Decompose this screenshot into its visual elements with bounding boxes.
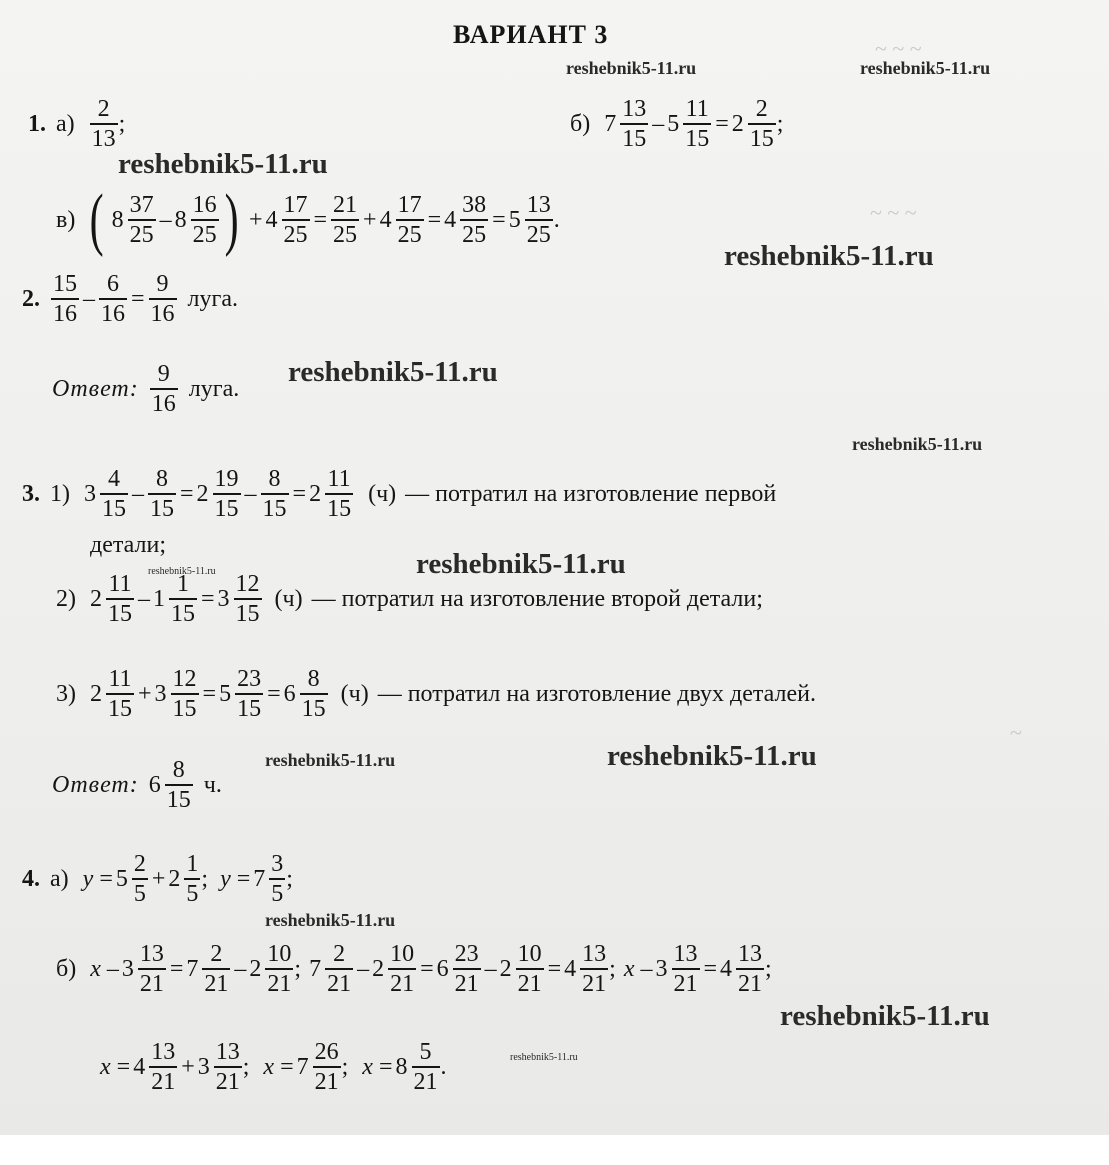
watermark: reshebnik5-11.ru [780,1000,990,1032]
operator: = [313,207,328,233]
operator: + [151,866,166,892]
bleed-through-mark: ~ ~ ~ [870,200,917,225]
math-text: ; [118,111,126,137]
page-bottom-margin [0,1135,1109,1165]
fraction [184,850,200,908]
fraction [51,270,79,328]
denominator: 25 [191,219,219,249]
math-text: 2 [499,956,512,982]
denominator: 16 [149,298,177,328]
denominator: 15 [169,598,197,628]
denominator: 15 [325,493,353,523]
numerator: 2 [97,96,110,122]
fraction [132,850,148,908]
problem-number: 2. [22,286,40,312]
operator: – [357,956,370,982]
math-text: 7 [309,956,322,982]
operator: – [652,111,665,137]
numerator: 2 [333,941,346,967]
denominator: 21 [672,968,700,998]
numerator: 6 [107,271,119,297]
fraction [683,95,711,153]
problem-3-step-2 [56,570,766,628]
denominator: 15 [261,493,289,523]
math-text: а) [50,866,69,892]
fraction [90,95,118,153]
operator: = [201,586,215,612]
fraction [282,191,310,249]
math-text: 4 [444,207,457,233]
math-text: 2 [168,866,181,892]
problem-number: 1. [28,111,46,137]
fraction [235,665,263,723]
fraction [99,270,127,328]
math-text: 8 [111,207,124,233]
parenthesis: ) [224,181,239,258]
math-text: 3 [121,956,134,982]
numerator: 17 [397,192,422,218]
denominator: 21 [149,1066,177,1096]
operator: = [492,207,506,233]
math-text: 6 [436,956,449,982]
operator: + [181,1054,195,1080]
operator: = [427,207,442,233]
operator: – [234,956,247,982]
denominator: 21 [202,968,230,998]
denominator: 5 [132,878,148,908]
numerator: 12 [172,666,197,692]
problem-3-step-1 [22,465,779,523]
math-text: y [82,866,94,892]
numerator: 1 [177,571,189,597]
numerator: 17 [283,192,308,218]
math-text: . [440,1054,447,1080]
numerator: 13 [215,1039,240,1065]
operator: – [640,956,653,982]
operator: = [280,1054,294,1080]
numerator: 13 [582,941,607,967]
math-text: ч. [203,772,222,798]
math-text: 5 [115,866,128,892]
fraction [300,665,328,723]
denominator: 5 [269,878,285,908]
denominator: 15 [148,493,176,523]
fraction [396,191,424,249]
problem-4a [22,850,296,908]
item-label: в) [56,207,76,233]
fraction [460,191,488,249]
denominator: 15 [171,693,199,723]
answer-label: Ответ: [52,772,139,798]
numerator: 13 [673,941,698,967]
numerator: 10 [267,941,292,967]
bleed-through-mark: ~ ~ ~ [875,36,922,61]
fraction [202,940,230,998]
denominator: 15 [106,598,134,628]
denominator: 21 [516,968,544,998]
numerator: 2 [133,851,146,877]
numerator: 13 [738,941,763,967]
operator: – [484,956,497,982]
math-text: ; [776,111,784,137]
operator: = [715,111,729,137]
watermark: reshebnik5-11.ru [860,58,991,78]
numerator: 1 [186,851,199,877]
numerator: 8 [307,666,320,692]
math-text: 2 [90,681,102,707]
watermark: reshebnik5-11.ru [118,148,328,180]
denominator: 21 [325,968,353,998]
denominator: 25 [128,219,156,249]
problem-3-step-1-continuation: детали; [90,532,166,558]
answer-label: Ответ: [52,376,139,402]
watermark: reshebnik5-11.ru [265,750,396,770]
fraction [261,465,289,523]
denominator: 21 [313,1066,341,1096]
fraction [748,95,776,153]
operator: = [116,1054,131,1080]
numerator: 15 [53,271,77,297]
operator: = [180,481,194,507]
numerator: 38 [462,192,487,218]
denominator: 15 [213,493,241,523]
fraction [580,940,608,998]
math-text: ; [242,1054,250,1080]
math-text: 3 [154,681,167,707]
fraction [148,465,176,523]
numerator: 19 [214,466,239,492]
math-text: (ч) [274,586,303,612]
numerator: 8 [268,466,281,492]
denominator: 21 [412,1066,440,1096]
math-text: x [623,956,635,982]
math-text: 1) [50,481,70,507]
problem-number: 3. [22,481,40,507]
watermark: reshebnik5-11.ru [510,1052,578,1063]
math-text: ; [341,1054,349,1080]
fraction [191,191,219,249]
numerator: 3 [271,851,284,877]
math-text: 6 [148,772,161,798]
denominator: 15 [165,784,193,814]
watermark: reshebnik5-11.ru [852,434,983,454]
math-text: 5 [667,111,680,137]
watermark: reshebnik5-11.ru [724,240,934,272]
denominator: 21 [388,968,416,998]
math-text: 2) [56,586,76,612]
denominator: 15 [620,123,648,153]
denominator: 16 [150,388,178,418]
operator: = [131,286,145,312]
page-title: ВАРИАНТ 3 [453,20,609,49]
numerator: 11 [685,96,709,122]
denominator: 15 [300,693,328,723]
math-text: ; [201,866,209,892]
numerator: 2 [210,941,223,967]
math-text: 2 [731,111,744,137]
math-text: 8 [174,207,187,233]
math-text: ; [286,866,293,892]
math-text: 5 [219,681,232,707]
fraction [325,465,353,523]
denominator: 13 [90,123,118,153]
math-text: x [90,956,101,982]
operator: = [420,956,434,982]
operator: = [99,866,113,892]
numerator: 4 [108,466,120,492]
numerator: 23 [237,666,262,692]
operator: = [236,866,251,892]
fraction [620,95,648,153]
denominator: 15 [106,693,134,723]
numerator: 9 [157,361,170,387]
fraction [149,270,177,328]
math-text: ; [609,956,616,982]
numerator: 23 [454,941,479,967]
operator: = [267,681,281,707]
operator: = [202,681,217,707]
fraction [525,191,553,249]
fraction [325,940,353,998]
fraction [165,756,193,814]
denominator: 25 [331,219,359,249]
math-text: 2 [372,956,385,982]
math-text: 4 [379,207,392,233]
operator: = [703,956,718,982]
math-text: (ч) [368,481,397,507]
math-text: 1 [153,586,165,612]
math-text: 7 [604,111,617,137]
numerator: 13 [151,1039,176,1065]
denominator: 5 [184,878,200,908]
numerator: 11 [327,466,351,492]
fraction [106,665,134,723]
problem-4b [56,940,775,998]
numerator: 11 [108,666,132,692]
math-text: 7 [296,1054,309,1080]
math-text: (ч) [340,681,369,707]
math-text: ; [294,956,302,982]
numerator: 13 [139,941,164,967]
problem-1b [570,95,786,153]
numerator: 11 [108,571,132,597]
problem-3-step-3 [56,665,819,723]
fraction [516,940,544,998]
denominator: 15 [235,693,263,723]
numerator: 13 [526,192,551,218]
denominator: 21 [265,968,293,998]
watermark: reshebnik5-11.ru [607,740,817,772]
fraction [138,940,166,998]
watermark: reshebnik5-11.ru [416,548,626,580]
math-text: x [263,1054,275,1080]
fraction [214,1038,242,1096]
math-text: 4 [564,956,577,982]
fraction [388,940,416,998]
numerator: 10 [517,941,542,967]
fraction [453,940,481,998]
denominator: 25 [460,219,488,249]
math-text: 3) [56,681,76,707]
operator: = [292,481,307,507]
math-text: ; [765,956,772,982]
fraction [149,1038,177,1096]
operator: – [83,286,95,312]
math-text: — потратил на изготовление двух деталей. [377,681,816,707]
problem-1v [56,181,563,258]
problem-1a [28,95,128,153]
math-text: . [553,207,560,233]
operator: + [138,681,152,707]
item-label: б) [570,111,591,137]
math-text: 5 [508,207,521,233]
numerator: 5 [419,1039,432,1065]
problem-number: 4. [22,866,40,892]
bleed-through-mark: ~ [1010,720,1022,745]
denominator: 21 [580,968,608,998]
fraction [234,570,262,628]
numerator: 8 [156,466,168,492]
operator: = [547,956,562,982]
fraction [313,1038,341,1096]
fraction [100,465,128,523]
math-text: 2 [196,481,209,507]
fraction [265,940,293,998]
numerator: 12 [235,571,260,597]
fraction [213,465,241,523]
operator: – [106,956,119,982]
fraction [106,570,134,628]
numerator: 9 [156,271,169,297]
problem-4b-continuation [100,1038,450,1096]
math-text: 7 [186,956,199,982]
fraction [736,940,764,998]
problem-2 [22,270,241,328]
denominator: 21 [138,968,166,998]
denominator: 16 [99,298,127,328]
math-text: б) [56,956,77,982]
fraction [150,360,178,418]
fraction [128,191,156,249]
denominator: 15 [683,123,711,153]
math-text: — потратил на изготовление второй детали; [311,586,763,612]
math-text: 7 [253,866,266,892]
numerator: 2 [755,96,768,122]
math-text: 8 [395,1054,408,1080]
math-text: 3 [655,956,668,982]
denominator: 21 [453,968,481,998]
operator: – [244,481,257,507]
math-text: x [100,1054,111,1080]
math-text: 3 [84,481,96,507]
numerator: 21 [333,192,358,218]
operator: = [378,1054,393,1080]
math-text: — потратил на изготовление первой [405,481,777,507]
numerator: 16 [192,192,217,218]
math-text: 4 [720,956,733,982]
fraction [672,940,700,998]
denominator: 15 [234,598,262,628]
math-text: луга. [188,376,240,402]
operator: – [132,481,144,507]
math-text: 4 [265,207,278,233]
math-text: луга. [187,286,239,312]
operator: – [159,207,172,233]
answer-2 [52,360,242,418]
watermark: reshebnik5-11.ru [566,58,697,78]
numerator: 37 [129,192,154,218]
denominator: 21 [736,968,764,998]
fraction [412,1038,440,1096]
fraction [269,850,285,908]
operator: = [169,956,184,982]
math-text: 3 [197,1054,210,1080]
denominator: 15 [100,493,128,523]
operator: + [363,207,377,233]
denominator: 25 [282,219,310,249]
denominator: 25 [525,219,553,249]
parenthesis: ( [89,181,104,258]
math-text: 4 [133,1054,146,1080]
operator: + [248,207,263,233]
denominator: 16 [51,298,79,328]
denominator: 21 [214,1066,242,1096]
denominator: 25 [396,219,424,249]
numerator: 13 [622,96,647,122]
watermark: reshebnik5-11.ru [288,356,498,388]
math-text: 2 [249,956,262,982]
numerator: 10 [390,941,415,967]
math-text: 3 [217,586,230,612]
numerator: 26 [314,1039,339,1065]
fraction [331,191,359,249]
math-text: 2 [90,586,102,612]
fraction [169,570,197,628]
item-label: а) [56,111,75,137]
watermark: reshebnik5-11.ru [148,566,216,577]
answer-3 [52,756,225,814]
math-text: y [220,866,231,892]
fraction [171,665,199,723]
operator: – [138,586,150,612]
math-text: 2 [309,481,322,507]
numerator: 8 [172,757,185,783]
denominator: 15 [748,123,776,153]
watermark: reshebnik5-11.ru [265,910,396,930]
math-text: x [362,1054,373,1080]
math-text: 6 [283,681,296,707]
